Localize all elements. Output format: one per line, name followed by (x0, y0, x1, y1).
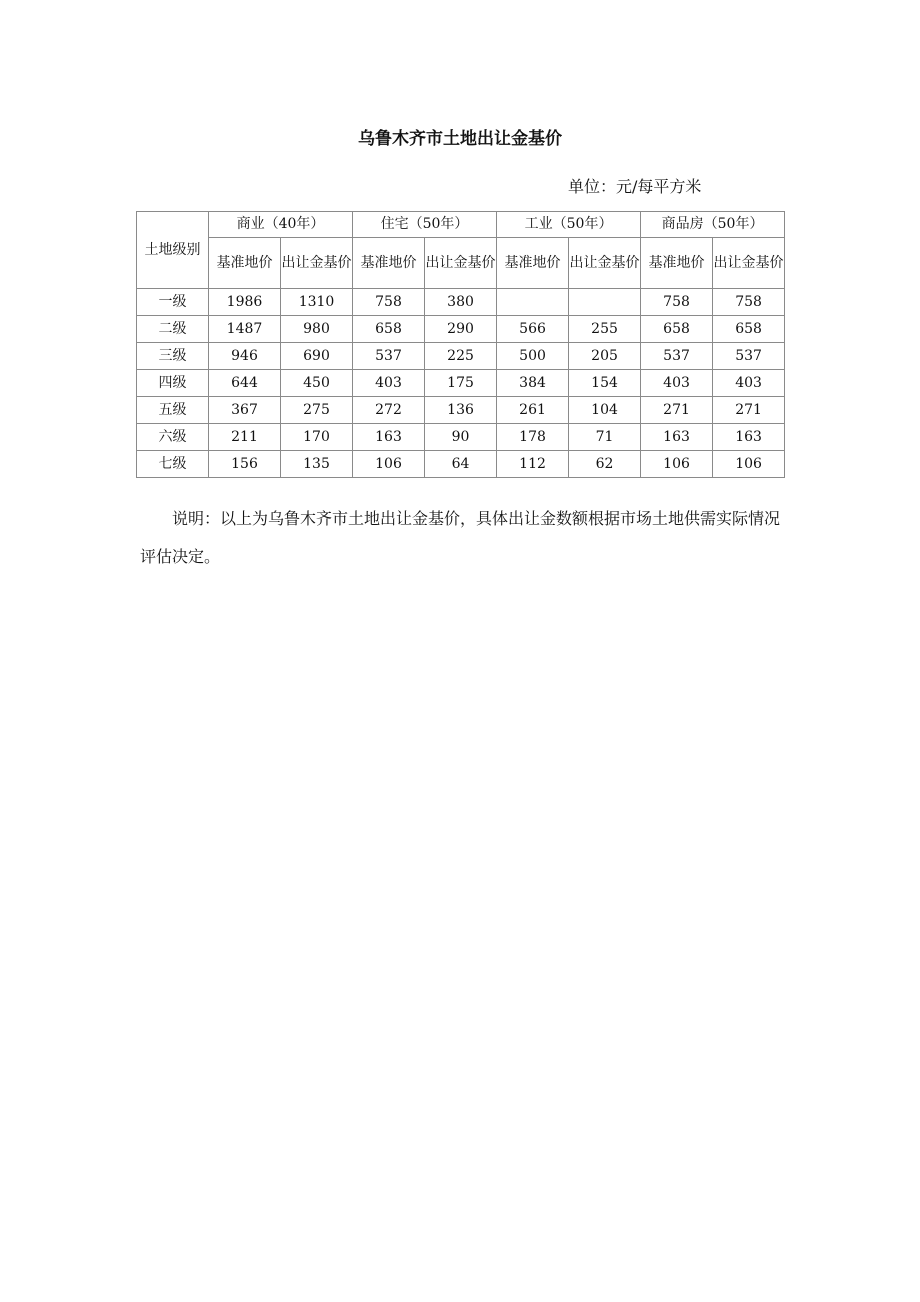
value-cell: 104 (569, 397, 641, 424)
sub-header-transfer-fee: 出让金基价 (425, 238, 497, 289)
table-row (137, 424, 785, 451)
header-row-groups (137, 212, 785, 238)
sub-header-base-price: 基准地价 (497, 238, 569, 289)
value-cell (497, 289, 569, 316)
value-cell: 500 (497, 343, 569, 370)
value-cell: 271 (713, 397, 785, 424)
value-cell: 403 (713, 370, 785, 397)
sub-header-transfer-fee: 出让金基价 (713, 238, 785, 289)
table-row (137, 343, 785, 370)
value-cell: 537 (353, 343, 425, 370)
value-cell: 106 (641, 451, 713, 478)
table-row (137, 316, 785, 343)
value-cell: 758 (713, 289, 785, 316)
value-cell: 380 (425, 289, 497, 316)
value-cell: 135 (281, 451, 353, 478)
value-cell: 90 (425, 424, 497, 451)
corner-header: 土地级别 (137, 212, 209, 289)
header-row-sub (137, 238, 785, 289)
sub-header-transfer-fee: 出让金基价 (569, 238, 641, 289)
value-cell: 658 (641, 316, 713, 343)
document-title: 乌鲁木齐市土地出让金基价 (358, 129, 562, 149)
value-cell: 205 (569, 343, 641, 370)
value-cell: 758 (641, 289, 713, 316)
unit-label: 单位：元/每平方米 (568, 177, 702, 196)
value-cell: 290 (425, 316, 497, 343)
value-cell: 112 (497, 451, 569, 478)
value-cell: 367 (209, 397, 281, 424)
level-cell: 二级 (137, 316, 209, 343)
value-cell: 136 (425, 397, 497, 424)
value-cell: 658 (353, 316, 425, 343)
value-cell: 163 (713, 424, 785, 451)
value-cell: 106 (353, 451, 425, 478)
value-cell: 1487 (209, 316, 281, 343)
value-cell: 644 (209, 370, 281, 397)
value-cell: 271 (641, 397, 713, 424)
value-cell: 175 (425, 370, 497, 397)
value-cell: 71 (569, 424, 641, 451)
table-row (137, 451, 785, 478)
value-cell: 450 (281, 370, 353, 397)
value-cell: 170 (281, 424, 353, 451)
table-row (137, 289, 785, 316)
level-cell: 七级 (137, 451, 209, 478)
value-cell: 566 (497, 316, 569, 343)
value-cell: 537 (641, 343, 713, 370)
value-cell: 261 (497, 397, 569, 424)
explanatory-note: 说明：以上为乌鲁木齐市土地出让金基价，具体出让金数额根据市场土地供需实际情况评估决定。 (140, 509, 781, 566)
group-header-commodity-housing: 商品房（50年） (641, 212, 785, 238)
value-cell: 1310 (281, 289, 353, 316)
value-cell: 403 (641, 370, 713, 397)
value-cell: 106 (713, 451, 785, 478)
group-header-commercial: 商业（40年） (209, 212, 353, 238)
group-header-industrial: 工业（50年） (497, 212, 641, 238)
value-cell: 537 (713, 343, 785, 370)
sub-header-base-price: 基准地价 (209, 238, 281, 289)
price-table (136, 211, 785, 478)
value-cell: 255 (569, 316, 641, 343)
value-cell: 156 (209, 451, 281, 478)
value-cell: 758 (353, 289, 425, 316)
value-cell: 64 (425, 451, 497, 478)
value-cell: 178 (497, 424, 569, 451)
value-cell: 163 (353, 424, 425, 451)
level-cell: 六级 (137, 424, 209, 451)
value-cell: 946 (209, 343, 281, 370)
value-cell: 384 (497, 370, 569, 397)
value-cell: 690 (281, 343, 353, 370)
sub-header-base-price: 基准地价 (641, 238, 713, 289)
value-cell: 1986 (209, 289, 281, 316)
value-cell: 225 (425, 343, 497, 370)
value-cell (569, 289, 641, 316)
group-header-residential: 住宅（50年） (353, 212, 497, 238)
value-cell: 154 (569, 370, 641, 397)
level-cell: 三级 (137, 343, 209, 370)
level-cell: 一级 (137, 289, 209, 316)
value-cell: 163 (641, 424, 713, 451)
sub-header-base-price: 基准地价 (353, 238, 425, 289)
table-row (137, 397, 785, 424)
level-cell: 四级 (137, 370, 209, 397)
value-cell: 272 (353, 397, 425, 424)
value-cell: 658 (713, 316, 785, 343)
value-cell: 980 (281, 316, 353, 343)
sub-header-transfer-fee: 出让金基价 (281, 238, 353, 289)
level-cell: 五级 (137, 397, 209, 424)
value-cell: 403 (353, 370, 425, 397)
value-cell: 275 (281, 397, 353, 424)
value-cell: 211 (209, 424, 281, 451)
value-cell: 62 (569, 451, 641, 478)
table-row (137, 370, 785, 397)
